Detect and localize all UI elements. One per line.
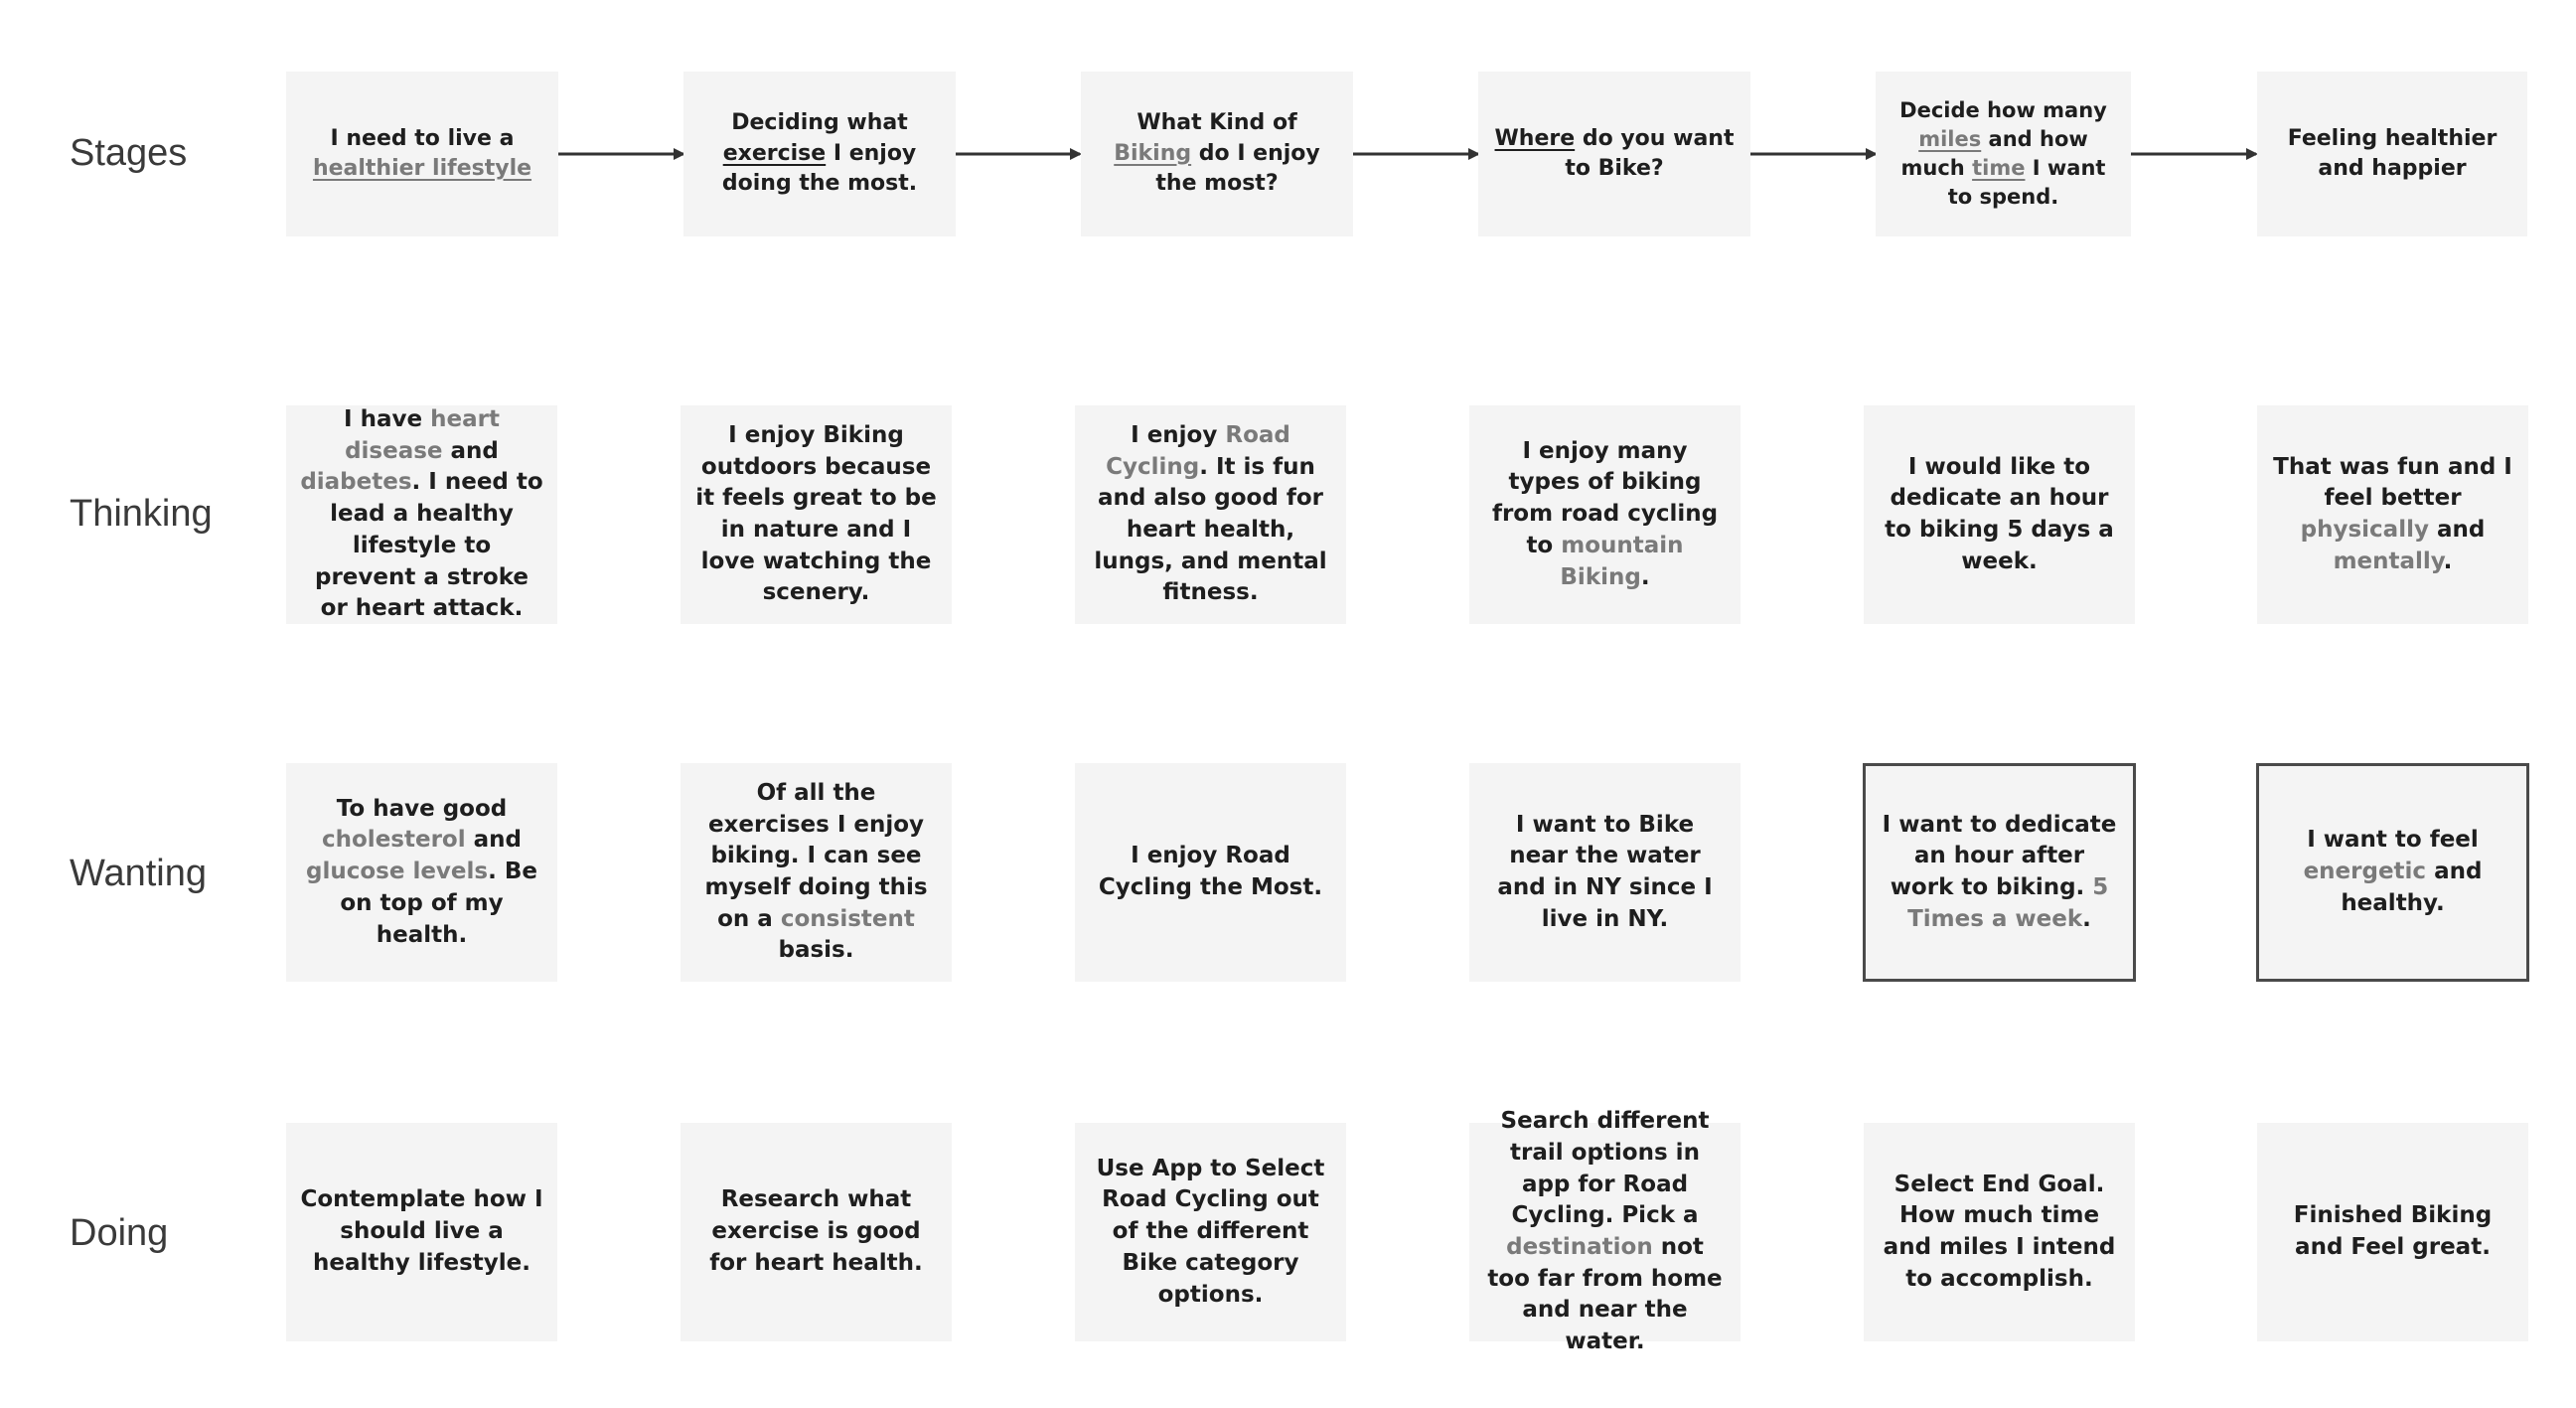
stage-card-3: What Kind of Biking do I enjoy the most? xyxy=(1081,72,1353,236)
stage-card-5: Decide how many miles and how much time I want to spend. xyxy=(1876,72,2131,236)
wanting-card-3: I enjoy Road Cycling the Most. xyxy=(1075,763,1346,982)
wanting-card-6: I want to feel energetic and healthy. xyxy=(2256,763,2529,982)
thinking-card-4: I enjoy many types of biking from road cycling to mountain Biking. xyxy=(1469,405,1741,624)
row-label-doing: Doing xyxy=(70,1212,169,1254)
thinking-card-3: I enjoy Road Cycling. It is fun and also good for heart health, lungs, and mental fitness. xyxy=(1075,405,1346,624)
wanting-card-2: Of all the exercises I enjoy biking. I can see myself doing this on a consistent basis. xyxy=(681,763,952,982)
wanting-card-4: I want to Bike near the water and in NY since I live in NY. xyxy=(1469,763,1741,982)
row-label-wanting: Wanting xyxy=(70,853,207,894)
thinking-card-5: I would like to dedicate an hour to biking 5 days a week. xyxy=(1864,405,2135,624)
stage-card-4: Where do you want to Bike? xyxy=(1478,72,1750,236)
thinking-card-6: That was fun and I feel better physically and mentally. xyxy=(2257,405,2528,624)
stage-card-2: Deciding what exercise I enjoy doing the most. xyxy=(683,72,956,236)
doing-card-4: Search different trail options in app for Road Cycling. Pick a destination not too far from home and near the water. xyxy=(1469,1123,1741,1341)
wanting-card-1: To have good cholesterol and glucose levels. Be on top of my health. xyxy=(286,763,557,982)
doing-card-6: Finished Biking and Feel great. xyxy=(2257,1123,2528,1341)
wanting-card-5: I want to dedicate an hour after work to biking. 5 Times a week. xyxy=(1863,763,2136,982)
row-label-thinking: Thinking xyxy=(70,493,213,535)
doing-card-2: Research what exercise is good for heart health. xyxy=(681,1123,952,1341)
row-label-stages: Stages xyxy=(70,132,188,174)
stage-card-1: I need to live a healthier lifestyle xyxy=(286,72,558,236)
doing-card-1: Contemplate how I should live a healthy lifestyle. xyxy=(286,1123,557,1341)
thinking-card-2: I enjoy Biking outdoors because it feels great to be in nature and I love watching the scenery. xyxy=(681,405,952,624)
doing-card-5: Select End Goal. How much time and miles I intend to accomplish. xyxy=(1864,1123,2135,1341)
thinking-card-1: I have heart disease and diabetes. I need to lead a healthy lifestyle to prevent a stroke or heart attack. xyxy=(286,405,557,624)
stage-card-6: Feeling healthier and happier xyxy=(2257,72,2527,236)
doing-card-3: Use App to Select Road Cycling out of the different Bike category options. xyxy=(1075,1123,1346,1341)
